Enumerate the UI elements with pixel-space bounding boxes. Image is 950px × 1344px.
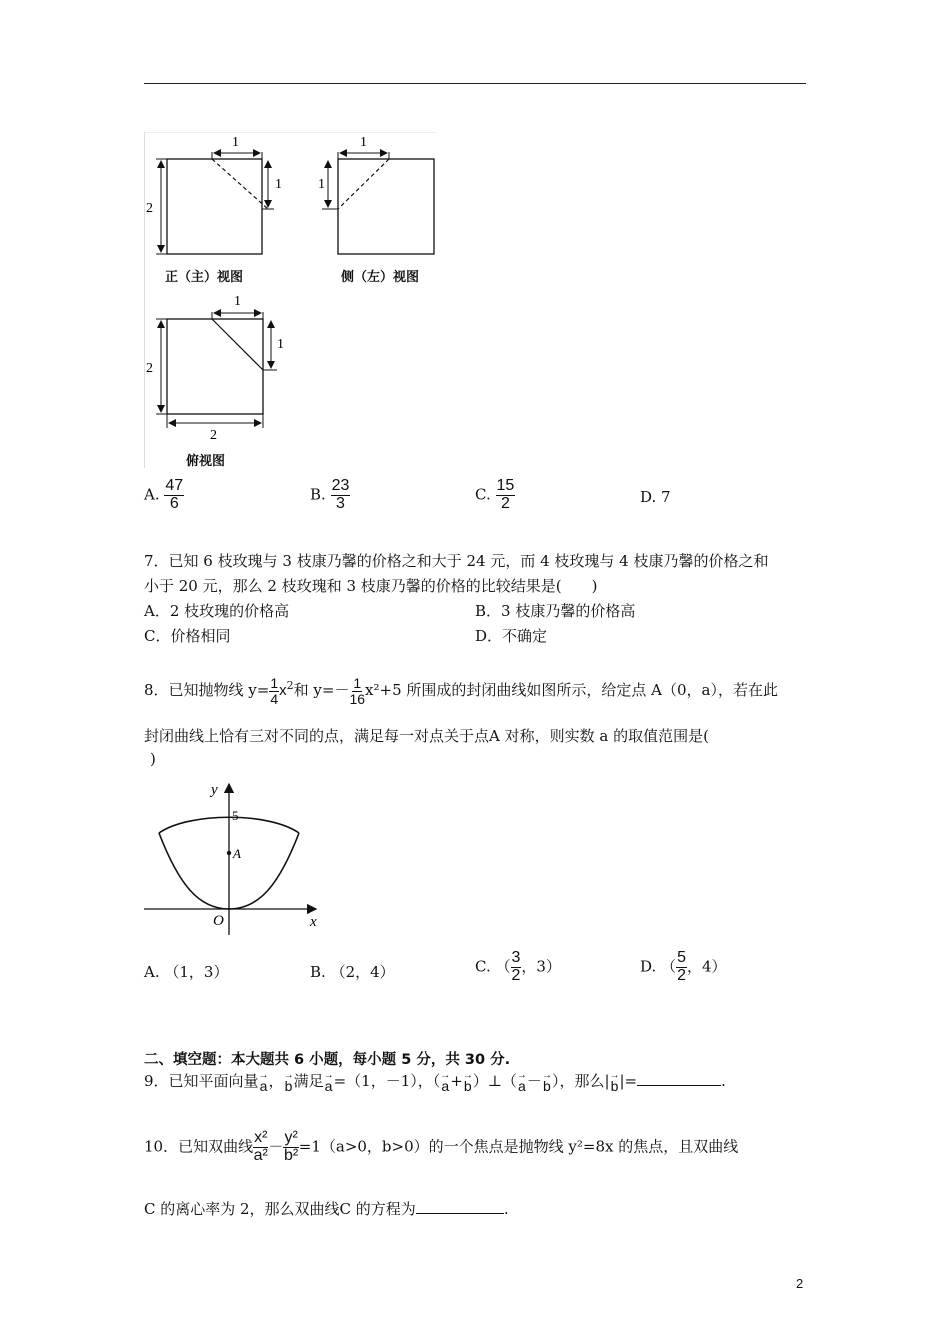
- q6-option-d[interactable]: D. 7: [640, 488, 671, 506]
- side-dim-top: 1: [360, 135, 367, 150]
- fraction: $\frac{3}{2}$: [511, 949, 521, 984]
- vector-b: → b: [462, 1070, 473, 1095]
- vector-a: → a: [323, 1070, 334, 1095]
- fraction: $\frac{23}{3}$: [331, 477, 350, 512]
- q10-stem-line1: 10．已知双曲线 $\frac{\text{x²}}{\text{a²}}$ － $\frac{\text{y²}}{\text{b²}}$ =1（a>0，b>0）的一个焦点是抛物线 y²=8x 的焦点，且双曲线: [144, 1129, 739, 1164]
- q8-option-b[interactable]: B. （2，4）: [310, 963, 395, 981]
- section-2-header: 二、填空题：本大题共 6 小题，每小题 5 分，共 30 分.: [144, 1052, 511, 1068]
- q8-parabola-graph: [144, 780, 334, 940]
- y-axis-label: y: [211, 782, 218, 798]
- q8-option-a[interactable]: A. （1，3）: [144, 963, 229, 981]
- vector-a: → a: [440, 1070, 451, 1095]
- tick-label-5: 5: [232, 808, 239, 823]
- front-view: [156, 152, 274, 254]
- top-dim-bottom: 2: [210, 428, 217, 443]
- top-dim-top: 1: [234, 294, 241, 309]
- q6-option-b[interactable]: B. $\frac{23}{3}$: [310, 477, 350, 512]
- side-view-caption: 侧（左）视图: [341, 270, 420, 285]
- front-dim-left: 2: [146, 201, 153, 216]
- q7-option-a[interactable]: A．2 枝玫瑰的价格高: [144, 602, 290, 620]
- q6-option-a[interactable]: A. $\frac{47}{6}$: [144, 477, 184, 512]
- fraction: $\frac{\text{x²}}{\text{a²}}$: [253, 1129, 268, 1164]
- q7-option-c[interactable]: C．价格相同: [144, 627, 231, 645]
- top-dim-left: 2: [146, 361, 153, 376]
- q8-option-d[interactable]: D. （ $\frac{5}{2}$ ，4）: [640, 949, 727, 984]
- q8-stem-line1: 8．已知抛物线 y= $\frac{1}{4}$ $x^2$和 y=－ $\frac{1}{16}$ x²+5 所围成的封闭曲线如图所示，给定点 A（0，a），若在此: [144, 675, 778, 707]
- front-dim-right: 1: [275, 177, 282, 192]
- top-view: [156, 312, 277, 428]
- fraction: $\frac{1}{16}$: [349, 675, 366, 707]
- fraction: $\frac{15}{2}$: [496, 477, 515, 512]
- top-view-caption: 俯视图: [186, 454, 226, 469]
- top-dim-right: 1: [277, 337, 284, 352]
- q7-stem-line1: 7．已知 6 枝玫瑰与 3 枝康乃馨的价格之和大于 24 元，而 4 枝玫瑰与 4 枝康乃馨的价格之和: [144, 552, 769, 570]
- answer-blank[interactable]: [637, 1085, 721, 1086]
- side-view: [322, 152, 434, 254]
- q7-option-d[interactable]: D．不确定: [475, 627, 548, 645]
- front-dim-top: 1: [232, 135, 239, 150]
- fraction: $\frac{\text{y²}}{\text{b²}}$: [283, 1129, 299, 1164]
- q8-stem-line2: 封闭曲线上恰有三对不同的点，满足每一对点关于点A 对称，则实数 a 的取值范围是(: [144, 727, 709, 745]
- front-view-caption: 正（主）视图: [165, 270, 244, 285]
- x-axis-label: x: [310, 914, 317, 930]
- vector-b: → b: [609, 1070, 620, 1095]
- q7-stem-line2: 小于 20 元，那么 2 枝玫瑰和 3 枝康乃馨的价格的比较结果是( ): [144, 577, 598, 595]
- q10-stem-line2: C 的离心率为 2，那么双曲线C 的方程为 .: [144, 1200, 509, 1218]
- q9-stem: 9．已知平面向量 → a ， → b 满足 → a =（1，－1），（ → a + → b ）⊥（ → a － → b ），那么| → b |= .: [144, 1070, 726, 1095]
- point-a-label: A: [233, 846, 241, 861]
- answer-blank[interactable]: [416, 1213, 504, 1214]
- page-number: 2: [796, 1276, 804, 1291]
- fraction: $\frac{5}{2}$: [677, 949, 686, 984]
- vector-a: → a: [516, 1070, 527, 1095]
- fraction: $\frac{47}{6}$: [165, 477, 184, 512]
- fraction: $\frac{1}{4}$: [270, 675, 279, 707]
- q8-option-c[interactable]: C. （ $\frac{3}{2}$ ，3）: [475, 949, 561, 984]
- q6-option-c[interactable]: C. $\frac{15}{2}$: [475, 477, 515, 512]
- origin-label: O: [213, 913, 224, 929]
- vector-a: → a: [258, 1070, 269, 1095]
- three-view-figure: [144, 132, 439, 468]
- header-rule: [144, 83, 806, 84]
- side-dim-left: 1: [318, 177, 325, 192]
- vector-b: → b: [283, 1070, 294, 1095]
- vector-b: → b: [541, 1070, 552, 1095]
- q8-stem-line3: ): [150, 750, 156, 768]
- q7-option-b[interactable]: B．3 枝康乃馨的价格高: [475, 602, 636, 620]
